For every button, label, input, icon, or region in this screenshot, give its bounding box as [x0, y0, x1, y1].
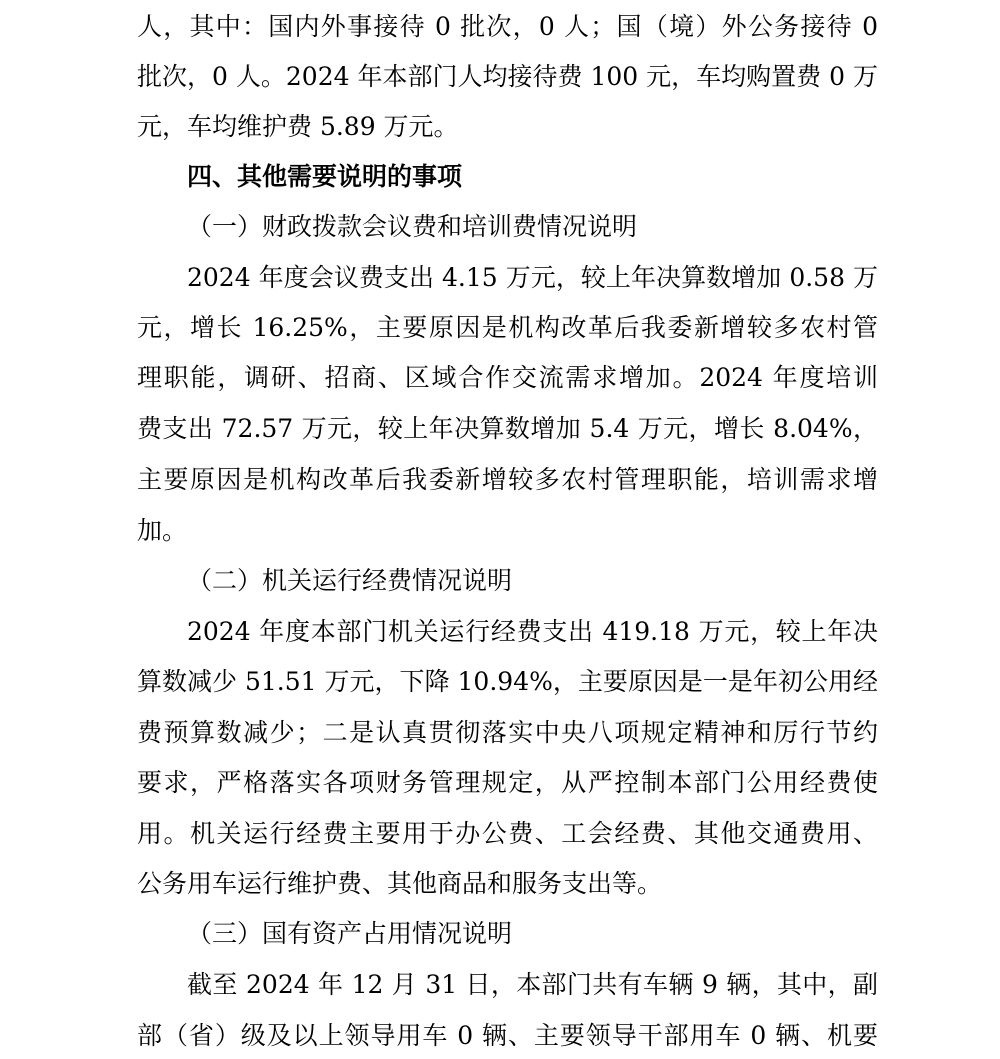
subsection-heading: （二）机关运行经费情况说明: [187, 566, 513, 595]
paragraph-line: 费支出 72.57 万元，较上年决算数增加 5.4 万元，增长 8.04%，: [137, 414, 878, 443]
paragraph-line: 人，其中：国内外事接待 0 批次，0 人；国（境）外公务接待 0: [137, 12, 878, 41]
subsection-heading: （三）国有资产占用情况说明: [187, 919, 513, 948]
paragraph-line: 算数减少 51.51 万元，下降 10.94%，主要原因是一是年初公用经: [137, 667, 878, 696]
paragraph-line: 理职能，调研、招商、区域合作交流需求增加。2024 年度培训: [137, 363, 878, 392]
paragraph-line: 用。机关运行经费主要用于办公费、工会经费、其他交通费用、: [137, 819, 878, 848]
paragraph-line: 公务用车运行维护费、其他商品和服务支出等。: [137, 869, 663, 898]
paragraph-line: 主要原因是机构改革后我委新增较多农村管理职能，培训需求增: [137, 465, 878, 494]
paragraph-line: 元，车均维护费 5.89 万元。: [137, 112, 459, 141]
paragraph-line: 加。: [137, 516, 188, 545]
paragraph-line: 部（省）级及以上领导用车 0 辆、主要领导干部用车 0 辆、机要: [137, 1021, 878, 1050]
paragraph-line: 费预算数减少；二是认真贯彻落实中央八项规定精神和厉行节约: [137, 718, 878, 747]
paragraph-line: 元，增长 16.25%，主要原因是机构改革后我委新增较多农村管: [137, 313, 878, 342]
paragraph-line: 截至 2024 年 12 月 31 日，本部门共有车辆 9 辆，其中，副: [187, 970, 878, 999]
paragraph-line: 批次，0 人。2024 年本部门人均接待费 100 元，车均购置费 0 万: [137, 62, 878, 91]
paragraph-line: 2024 年度会议费支出 4.15 万元，较上年决算数增加 0.58 万: [187, 263, 878, 292]
subsection-heading: （一）财政拨款会议费和培训费情况说明: [187, 212, 638, 241]
section-heading: 四、其他需要说明的事项: [187, 162, 463, 191]
paragraph-line: 2024 年度本部门机关运行经费支出 419.18 万元，较上年决: [187, 617, 878, 646]
paragraph-line: 要求，严格落实各项财务管理规定，从严控制本部门公用经费使: [137, 768, 878, 797]
